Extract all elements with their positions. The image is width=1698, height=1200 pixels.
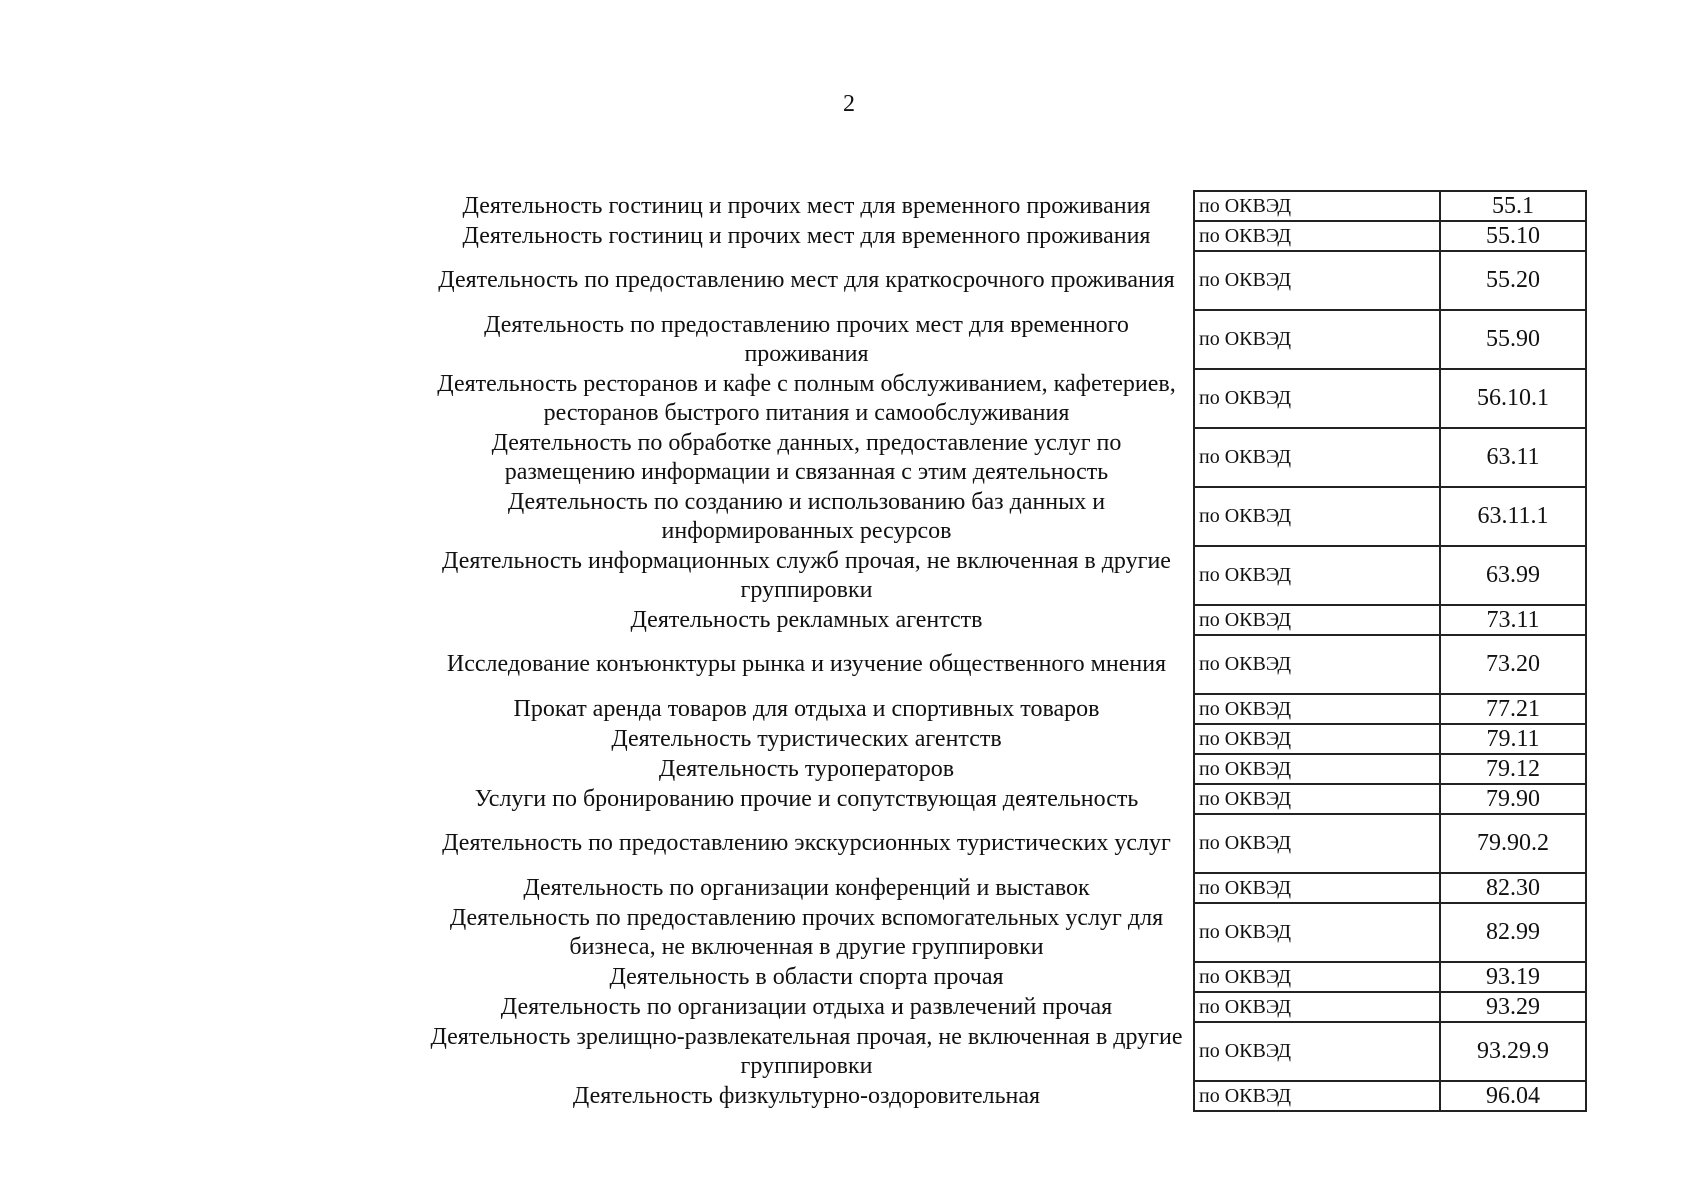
table-body	[428, 191, 1586, 1111]
okved-code: 73.20	[1440, 635, 1586, 694]
okved-code: 77.21	[1440, 694, 1586, 724]
okved-code: 63.11.1	[1440, 487, 1586, 546]
activity-description: Деятельность туристических агентств	[611, 725, 1002, 752]
okved-code: 73.11	[1440, 605, 1586, 635]
classifier-label: по ОКВЭД	[1194, 784, 1440, 814]
table-row	[428, 873, 1586, 903]
table-row	[428, 903, 1586, 962]
classifier-label: по ОКВЭД	[1194, 992, 1440, 1022]
classifier-label: по ОКВЭД	[1194, 221, 1440, 251]
table-row	[428, 814, 1586, 873]
classifier-label: по ОКВЭД	[1194, 487, 1440, 546]
classifier-label: по ОКВЭД	[1194, 962, 1440, 992]
okved-code: 55.90	[1440, 310, 1586, 369]
okved-code: 79.11	[1440, 724, 1586, 754]
classifier-label: по ОКВЭД	[1194, 191, 1440, 221]
okved-code: 93.29	[1440, 992, 1586, 1022]
activity-description: Деятельность по организации конференций и выставок	[523, 874, 1090, 901]
classifier-label: по ОКВЭД	[1194, 873, 1440, 903]
table-row	[428, 694, 1586, 724]
classifier-label: по ОКВЭД	[1194, 369, 1440, 428]
table-row	[428, 1022, 1586, 1081]
okved-code: 63.11	[1440, 428, 1586, 487]
classifier-label: по ОКВЭД	[1194, 605, 1440, 635]
activity-description: Деятельность рекламных агентств	[630, 606, 983, 633]
activity-description: Деятельность по предоставлению прочих вспомогательных услуг для бизнеса, не включенная в другие группировки	[449, 904, 1164, 960]
classifier-label: по ОКВЭД	[1194, 814, 1440, 873]
activity-description: Прокат аренда товаров для отдыха и спортивных товаров	[513, 695, 1100, 722]
okved-code: 93.29.9	[1440, 1022, 1586, 1081]
table-row	[428, 635, 1586, 694]
okved-code: 55.20	[1440, 251, 1586, 310]
okved-code: 82.99	[1440, 903, 1586, 962]
activity-description: Исследование конъюнктуры рынка и изучение общественного мнения	[446, 651, 1167, 677]
table-row	[428, 962, 1586, 992]
classifier-label: по ОКВЭД	[1194, 903, 1440, 962]
okved-code: 55.10	[1440, 221, 1586, 251]
activity-description: Деятельность по организации отдыха и развлечений прочая	[500, 993, 1113, 1020]
table-row	[428, 487, 1586, 546]
table-row	[428, 221, 1586, 251]
activity-description: Деятельность туроператоров	[658, 755, 955, 782]
classifier-label: по ОКВЭД	[1194, 1081, 1440, 1111]
okved-activity-table	[428, 190, 1587, 1112]
table-row	[428, 191, 1586, 221]
table-row	[428, 251, 1586, 310]
okved-code: 79.12	[1440, 754, 1586, 784]
table-row	[428, 428, 1586, 487]
classifier-label: по ОКВЭД	[1194, 546, 1440, 605]
classifier-label: по ОКВЭД	[1194, 428, 1440, 487]
table-row	[428, 992, 1586, 1022]
table-row	[428, 546, 1586, 605]
activity-description: Деятельность по созданию и использованию баз данных и информированных ресурсов	[507, 488, 1106, 544]
activity-description: Деятельность зрелищно-развлекательная прочая, не включенная в другие группировки	[430, 1023, 1183, 1079]
okved-code: 79.90.2	[1440, 814, 1586, 873]
okved-code: 63.99	[1440, 546, 1586, 605]
activity-description: Деятельность ресторанов и кафе с полным обслуживанием, кафетериев, ресторанов быстрого питания и самообслуживания	[437, 370, 1176, 426]
classifier-label: по ОКВЭД	[1194, 251, 1440, 310]
activity-description: Деятельность физкультурно-оздоровительная	[572, 1082, 1041, 1109]
classifier-label: по ОКВЭД	[1194, 310, 1440, 369]
activity-description: Деятельность гостиниц и прочих мест для временного проживания	[462, 222, 1151, 249]
table-row	[428, 754, 1586, 784]
activity-description: Деятельность по обработке данных, предоставление услуг по размещению информации и связанная с этим деятельность	[491, 429, 1122, 485]
okved-code: 93.19	[1440, 962, 1586, 992]
okved-code: 55.1	[1440, 191, 1586, 221]
classifier-label: по ОКВЭД	[1194, 635, 1440, 694]
activity-description: Деятельность по предоставлению прочих мест для временного проживания	[484, 311, 1129, 367]
table-row	[428, 310, 1586, 369]
okved-code: 82.30	[1440, 873, 1586, 903]
classifier-label: по ОКВЭД	[1194, 1022, 1440, 1081]
classifier-label: по ОКВЭД	[1194, 694, 1440, 724]
okved-code: 96.04	[1440, 1081, 1586, 1111]
activity-description: Деятельность по предоставлению мест для краткосрочного проживания	[438, 267, 1175, 293]
activity-description: Деятельность гостиниц и прочих мест для временного проживания	[462, 192, 1151, 219]
classifier-label: по ОКВЭД	[1194, 754, 1440, 784]
table-row	[428, 605, 1586, 635]
classifier-label: по ОКВЭД	[1194, 724, 1440, 754]
activity-description: Деятельность по предоставлению экскурсионных туристических услуг	[442, 830, 1171, 856]
activity-description: Деятельность в области спорта прочая	[609, 963, 1004, 990]
table-row	[428, 784, 1586, 814]
activity-description: Услуги по бронированию прочие и сопутствующая деятельность	[474, 785, 1139, 812]
okved-code: 56.10.1	[1440, 369, 1586, 428]
table-row	[428, 1081, 1586, 1111]
page-number: 2	[843, 91, 855, 117]
table-row	[428, 724, 1586, 754]
okved-code: 79.90	[1440, 784, 1586, 814]
activity-description: Деятельность информационных служб прочая, не включенная в другие группировки	[442, 547, 1171, 603]
table-row	[428, 369, 1586, 428]
